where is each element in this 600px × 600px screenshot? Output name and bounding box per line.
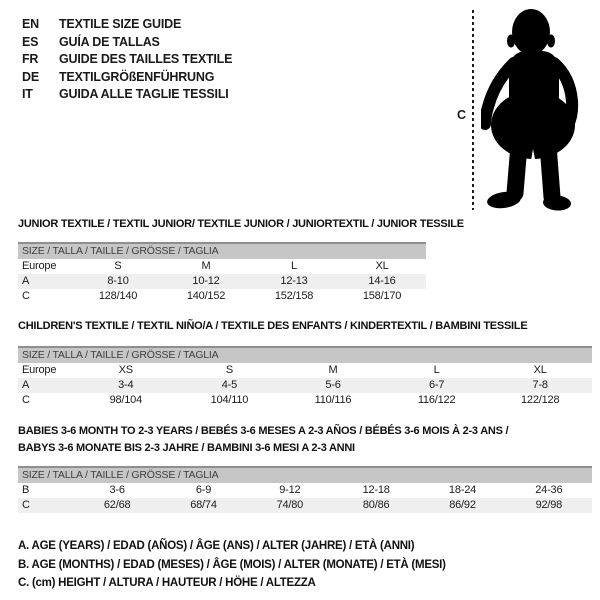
table-row xyxy=(18,378,592,393)
table-cell: 152/158 xyxy=(274,290,314,302)
row-label: A xyxy=(22,379,30,391)
babies-table-title-line1: BABIES 3-6 MONTH TO 2-3 YEARS / BEBÉS 3-6 MESES A 2-3 AÑOS / BÉBÉS 3-6 MOIS À 2-3 ANS / xyxy=(18,425,509,437)
table-cell: 128/140 xyxy=(98,290,138,302)
table-cell: 74/80 xyxy=(276,499,304,511)
language-row-de xyxy=(22,69,232,87)
language-code: ES xyxy=(22,34,39,49)
table-cell: 18-24 xyxy=(448,484,477,496)
row-label: B xyxy=(22,484,30,496)
language-code: EN xyxy=(22,17,39,31)
column-header: XL xyxy=(375,260,389,272)
table-cell: 5-6 xyxy=(325,379,341,391)
language-title: GUIDA ALLE TAGLIE TESSILI xyxy=(59,87,229,101)
table-cell: 86/92 xyxy=(449,499,476,511)
toddler-silhouette-icon xyxy=(481,5,583,211)
column-header: Europe xyxy=(22,260,57,272)
footnote-b: B. AGE (MONTHS) / EDAD (MESES) / ÂGE (MOIS) / ALTER (MONATE) / ETÀ (MESI) xyxy=(18,558,446,571)
language-code: DE xyxy=(22,69,39,84)
language-row-it xyxy=(22,86,232,104)
table-row xyxy=(18,393,592,408)
table-cell: 110/116 xyxy=(314,394,352,406)
language-row-fr xyxy=(22,51,232,69)
language-title: GUÍA DE TALLAS xyxy=(59,34,160,49)
table-row xyxy=(18,274,426,289)
babies-table-title-line2: BABYS 3-6 MONATE BIS 2-3 JAHRE / BAMBINI 3-6 MESI A 2-3 ANNI xyxy=(18,442,355,454)
children-table-title: CHILDREN'S TEXTILE / TEXTIL NIÑO/A / TEXTILE DES ENFANTS / KINDERTEXTIL / BAMBINI TESSILE xyxy=(18,320,528,332)
children-size-table xyxy=(18,346,592,408)
language-row-en xyxy=(22,16,232,34)
language-row-es xyxy=(22,34,232,52)
table-cell: 9-12 xyxy=(279,484,301,496)
footnote-c: C. (cm) HEIGHT / ALTURA / HAUTEUR / HÖHE / ALTEZZA xyxy=(18,577,316,589)
language-code: IT xyxy=(22,87,33,101)
column-header: M xyxy=(201,260,211,272)
table-cell: 68/74 xyxy=(190,499,217,511)
language-title: GUIDE DES TAILLES TEXTILE xyxy=(59,52,233,66)
table-cell: 92/98 xyxy=(535,499,563,511)
table-row xyxy=(18,259,426,274)
column-header: XL xyxy=(533,364,547,376)
language-title: TEXTILGRÖßENFÜHRUNG xyxy=(59,69,215,84)
junior-size-table xyxy=(18,242,426,304)
table-cell: 24-36 xyxy=(535,484,563,496)
table-row xyxy=(18,498,592,513)
table-cell: 122/128 xyxy=(521,394,560,406)
column-header: M xyxy=(328,364,338,376)
table-cell: 104/110 xyxy=(210,394,249,406)
language-list xyxy=(22,16,232,104)
column-header: L xyxy=(433,364,440,376)
language-title: TEXTILE SIZE GUIDE xyxy=(59,17,182,31)
table-cell: 6-9 xyxy=(195,484,212,496)
table-cell: 158/170 xyxy=(362,290,402,302)
size-header-bar: SIZE / TALLA / TAILLE / GRÖSSE / TAGLIA xyxy=(18,242,426,259)
footnotes xyxy=(18,537,446,593)
language-code: FR xyxy=(22,52,39,66)
table-cell: 98/104 xyxy=(109,394,143,406)
column-header: Europe xyxy=(22,364,57,376)
size-header-bar: SIZE / TALLA / TAILLE / GRÖSSE / TAGLIA xyxy=(18,466,592,483)
column-header: S xyxy=(225,364,233,376)
row-label: C xyxy=(22,499,30,511)
table-row xyxy=(18,483,592,498)
table-row xyxy=(18,363,592,378)
height-measure-dotted-line xyxy=(472,10,474,210)
footnote-a: A. AGE (YEARS) / EDAD (AÑOS) / ÂGE (ANS) / ALTER (JAHRE) / ETÀ (ANNI) xyxy=(18,540,415,552)
table-cell: 12-13 xyxy=(280,275,308,287)
junior-table-title: JUNIOR TEXTILE / TEXTIL JUNIOR/ TEXTILE JUNIOR / JUNIORTEXTIL / JUNIOR TESSILE xyxy=(18,218,464,230)
table-cell: 14-16 xyxy=(368,275,396,287)
table-cell: 3-4 xyxy=(118,379,134,391)
babies-size-table xyxy=(18,466,592,513)
row-label: C xyxy=(22,394,30,406)
column-header: XS xyxy=(118,364,133,376)
table-cell: 3-6 xyxy=(109,484,125,496)
table-cell: 8-10 xyxy=(107,275,129,287)
column-header: L xyxy=(291,260,297,272)
row-label: A xyxy=(22,275,30,287)
height-measure-label: C xyxy=(457,108,467,122)
table-cell: 140/152 xyxy=(186,290,226,302)
column-header: S xyxy=(114,260,122,272)
size-header-bar: SIZE / TALLA / TAILLE / GRÖSSE / TAGLIA xyxy=(18,346,592,363)
table-cell: 7-8 xyxy=(532,379,548,391)
table-row xyxy=(18,289,426,304)
table-cell: 10-12 xyxy=(192,275,220,287)
table-cell: 116/122 xyxy=(417,394,456,406)
table-cell: 80/86 xyxy=(362,499,390,511)
table-cell: 4-5 xyxy=(221,379,238,391)
table-cell: 12-18 xyxy=(362,484,390,496)
babies-table-title xyxy=(18,423,508,457)
table-cell: 62/68 xyxy=(103,499,131,511)
row-label: C xyxy=(22,290,30,302)
table-cell: 6-7 xyxy=(428,379,445,391)
